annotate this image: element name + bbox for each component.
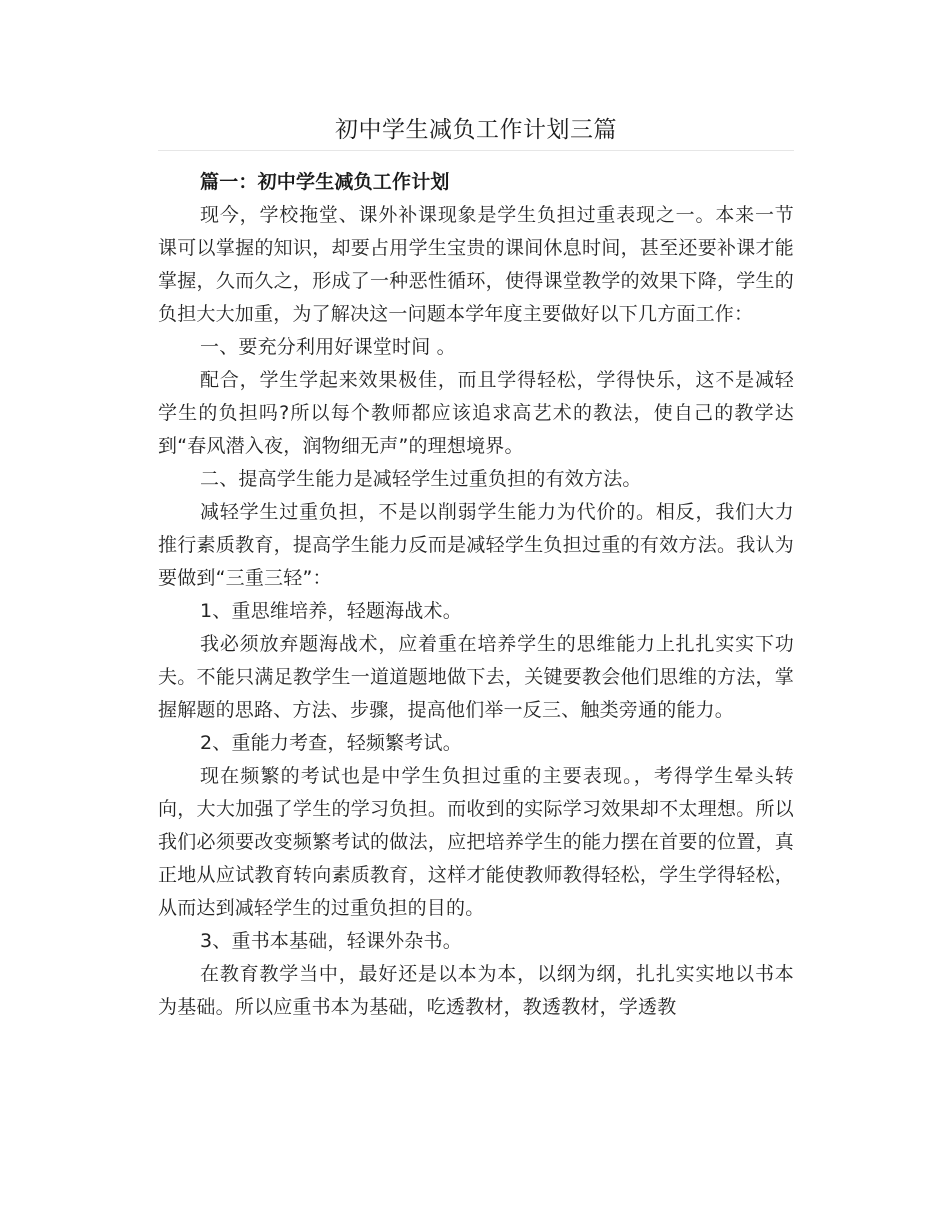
paragraph: 二、提高学生能力是减轻学生过重负担的有效方法。 bbox=[200, 468, 642, 490]
paragraph: 我必须放弃题海战术，应着重在培养学生的思维能力上扎扎实实下功夫。不能只满足教学生一道道题地做下去，关键要教会他们思维的方法，掌握解题的思路、方法、步骤，提高他们举一反三、触类旁通的能力。 bbox=[158, 633, 794, 721]
paragraph: 配合，学生学起来效果极佳，而且学得轻松，学得快乐，这不是减轻学生的负担吗?所以每个教师都应该追求高艺术的教法，使自己的教学达到“春风潜入夜，润物细无声”的理想境界。 bbox=[158, 369, 794, 457]
document-body bbox=[158, 166, 794, 1024]
paragraph: 1、重思维培养，轻题海战术。 bbox=[200, 600, 462, 622]
paragraph: 现在频繁的考试也是中学生负担过重的主要表现。，考得学生晕头转向，大大加强了学生的学习负担。而收到的实际学习效果却不太理想。所以我们必须要改变频繁考试的做法，应把培养学生的能力摆在首要的位置，真正地从应试教育转向素质教育，这样才能使教师教得轻松，学生学得轻松，从而达到减轻学生的过重负担的目的。 bbox=[158, 765, 794, 919]
paragraph: 在教育教学当中，最好还是以本为本，以纲为纲，扎扎实实地以书本为基础。所以应重书本为基础，吃透教材，教透教材，学透教 bbox=[158, 963, 794, 1018]
paragraph: 3、重书本基础，轻课外杂书。 bbox=[200, 930, 462, 952]
paragraph: 减轻学生过重负担，不是以削弱学生能力为代价的。相反，我们大力推行素质教育，提高学生能力反而是减轻学生负担过重的有效方法。我认为要做到“三重三轻”： bbox=[158, 501, 794, 589]
paragraph: 现今，学校拖堂、课外补课现象是学生负担过重表现之一。本来一节课可以掌握的知识，却要占用学生宝贵的课间休息时间，甚至还要补课才能掌握，久而久之，形成了一种恶性循环，使得课堂教学的效果下降，学生的负担大大加重，为了解决这一问题本学年度主要做好以下几方面工作： bbox=[158, 204, 794, 325]
paragraph: 2、重能力考查，轻频繁考试。 bbox=[200, 732, 462, 754]
paragraph: 一、要充分利用好课堂时间 。 bbox=[200, 336, 456, 358]
title-divider bbox=[158, 150, 794, 151]
document-title: 初中学生减负工作计划三篇 bbox=[335, 117, 617, 143]
section-heading: 篇一：初中学生减负工作计划 bbox=[200, 171, 450, 193]
